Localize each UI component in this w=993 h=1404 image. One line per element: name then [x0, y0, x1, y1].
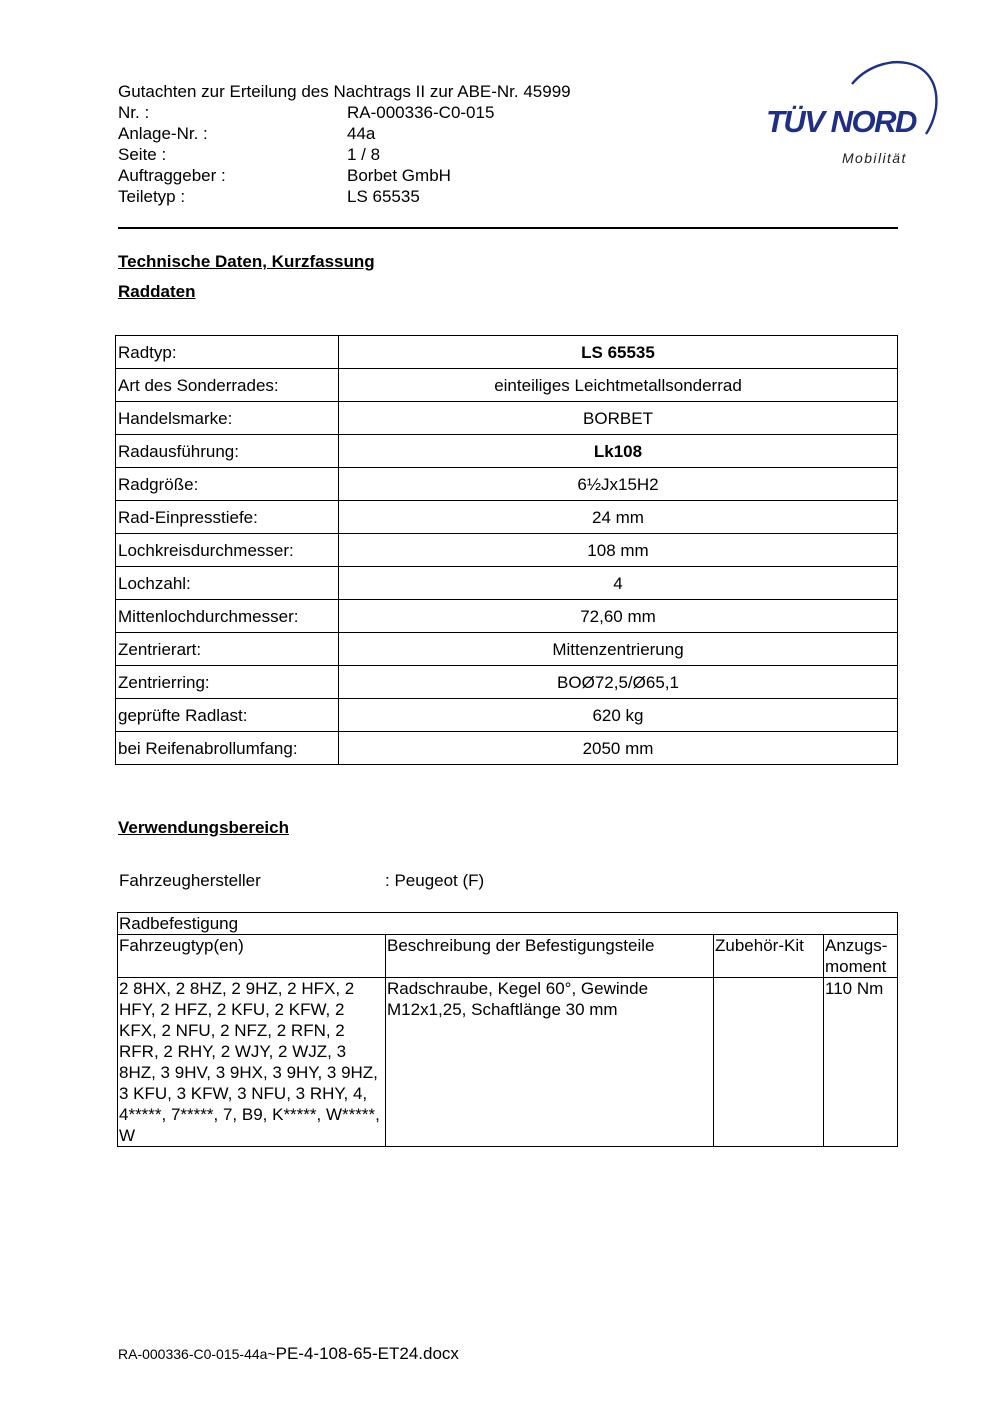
footer-file: PE-4-108-65-ET24.docx [275, 1344, 459, 1363]
logo-subtitle: Mobilität [842, 150, 907, 166]
header-label: Nr. : [118, 103, 150, 122]
row-label: Rad-Einpresstiefe: [116, 501, 339, 534]
header-divider [118, 227, 898, 229]
table-row [116, 402, 898, 435]
fastener-description-cell: Radschraube, Kegel 60°, Gewinde M12x1,25, Schaftlänge 30 mm [386, 978, 714, 1147]
tuev-nord-logo [760, 56, 942, 174]
manufacturer-row [119, 870, 484, 891]
column-header: Anzugs-moment [824, 935, 898, 978]
table-row [118, 978, 898, 1147]
table-header-row [118, 935, 898, 978]
row-label: Zentrierring: [116, 666, 339, 699]
usage-title: Verwendungsbereich [118, 818, 289, 837]
row-value: BOØ72,5/Ø65,1 [339, 666, 898, 699]
footer-prefix: RA-000336-C0-015-44a~ [118, 1346, 276, 1362]
footer-filename [118, 1344, 459, 1364]
table-row [116, 633, 898, 666]
table-row [116, 600, 898, 633]
row-label: Art des Sonderrades: [116, 369, 339, 402]
column-header: Zubehör-Kit [714, 935, 824, 978]
header-value: Borbet GmbH [347, 166, 451, 185]
table-row [116, 534, 898, 567]
row-value: 6½Jx15H2 [339, 468, 898, 501]
table-row [116, 732, 898, 765]
row-label: Radtyp: [116, 336, 339, 369]
radbefestigung-table [117, 912, 898, 1147]
row-label: geprüfte Radlast: [116, 699, 339, 732]
manufacturer-value: : Peugeot (F) [385, 871, 485, 890]
row-value: 2050 mm [339, 732, 898, 765]
row-value: Lk108 [339, 435, 898, 468]
table-row [116, 468, 898, 501]
header-label: Teiletyp : [118, 187, 186, 206]
column-header: Beschreibung der Befestigungsteile [386, 935, 714, 978]
row-value: 72,60 mm [339, 600, 898, 633]
table-caption-row [118, 913, 898, 935]
header-row-seite [118, 144, 380, 165]
header-value: 1 / 8 [347, 145, 381, 164]
row-label: Zentrierart: [116, 633, 339, 666]
row-value: 620 kg [339, 699, 898, 732]
column-header: Fahrzeugtyp(en) [118, 935, 386, 978]
header-label: Seite : [118, 145, 167, 164]
header-row-teiletyp [118, 186, 420, 207]
table-row [116, 435, 898, 468]
vehicle-types-cell: 2 8HX, 2 8HZ, 2 9HZ, 2 HFX, 2 HFY, 2 HFZ, 2 KFU, 2 KFW, 2 KFX, 2 NFU, 2 NFZ, 2 RFN, 2 RFR, 2 RHY, 2 WJY, 2 WJZ, 3 8HZ, 3 9HV, 3 9HX, 3 9HY, 3 9HZ, 3 KFU, 3 KFW, 3 NFU, 3 RHY, 4, 4*****, 7*****, 7, B9, K*****, W*****, W [118, 978, 386, 1147]
header-row-auftraggeber [118, 165, 451, 186]
section-title: Technische Daten, Kurzfassung [118, 252, 375, 271]
row-value: LS 65535 [339, 336, 898, 369]
header-value: 44a [347, 124, 376, 143]
header-value: RA-000336-C0-015 [347, 103, 495, 122]
header-row-nr [118, 102, 494, 123]
document-title: Gutachten zur Erteilung des Nachtrags II zur ABE-Nr. 45999 [118, 82, 571, 101]
table-row [116, 501, 898, 534]
header-row-anlage [118, 123, 375, 144]
torque-cell: 110 Nm [824, 978, 898, 1147]
row-value: BORBET [339, 402, 898, 435]
row-value: einteiliges Leichtmetallsonderrad [339, 369, 898, 402]
section-subtitle: Raddaten [118, 282, 196, 301]
header-label: Anlage-Nr. : [118, 124, 208, 143]
row-label: Lochzahl: [116, 567, 339, 600]
row-value: 24 mm [339, 501, 898, 534]
row-label: bei Reifenabrollumfang: [116, 732, 339, 765]
table-row [116, 567, 898, 600]
row-label: Radgröße: [116, 468, 339, 501]
row-label: Lochkreisdurchmesser: [116, 534, 339, 567]
row-label: Radausführung: [116, 435, 339, 468]
manufacturer-label: Fahrzeughersteller [119, 871, 261, 890]
table-row [116, 666, 898, 699]
header-value: LS 65535 [347, 187, 420, 206]
table-caption: Radbefestigung [118, 913, 898, 935]
row-value: Mittenzentrierung [339, 633, 898, 666]
row-label: Handelsmarke: [116, 402, 339, 435]
table-row [116, 369, 898, 402]
accessory-kit-cell [714, 978, 824, 1147]
logo-brand-text: TÜV NORD [766, 104, 916, 139]
row-value: 108 mm [339, 534, 898, 567]
row-label: Mittenlochdurchmesser: [116, 600, 339, 633]
table-row [116, 699, 898, 732]
header-label: Auftraggeber : [118, 166, 226, 185]
raddaten-table [115, 335, 898, 765]
table-row [116, 336, 898, 369]
row-value: 4 [339, 567, 898, 600]
